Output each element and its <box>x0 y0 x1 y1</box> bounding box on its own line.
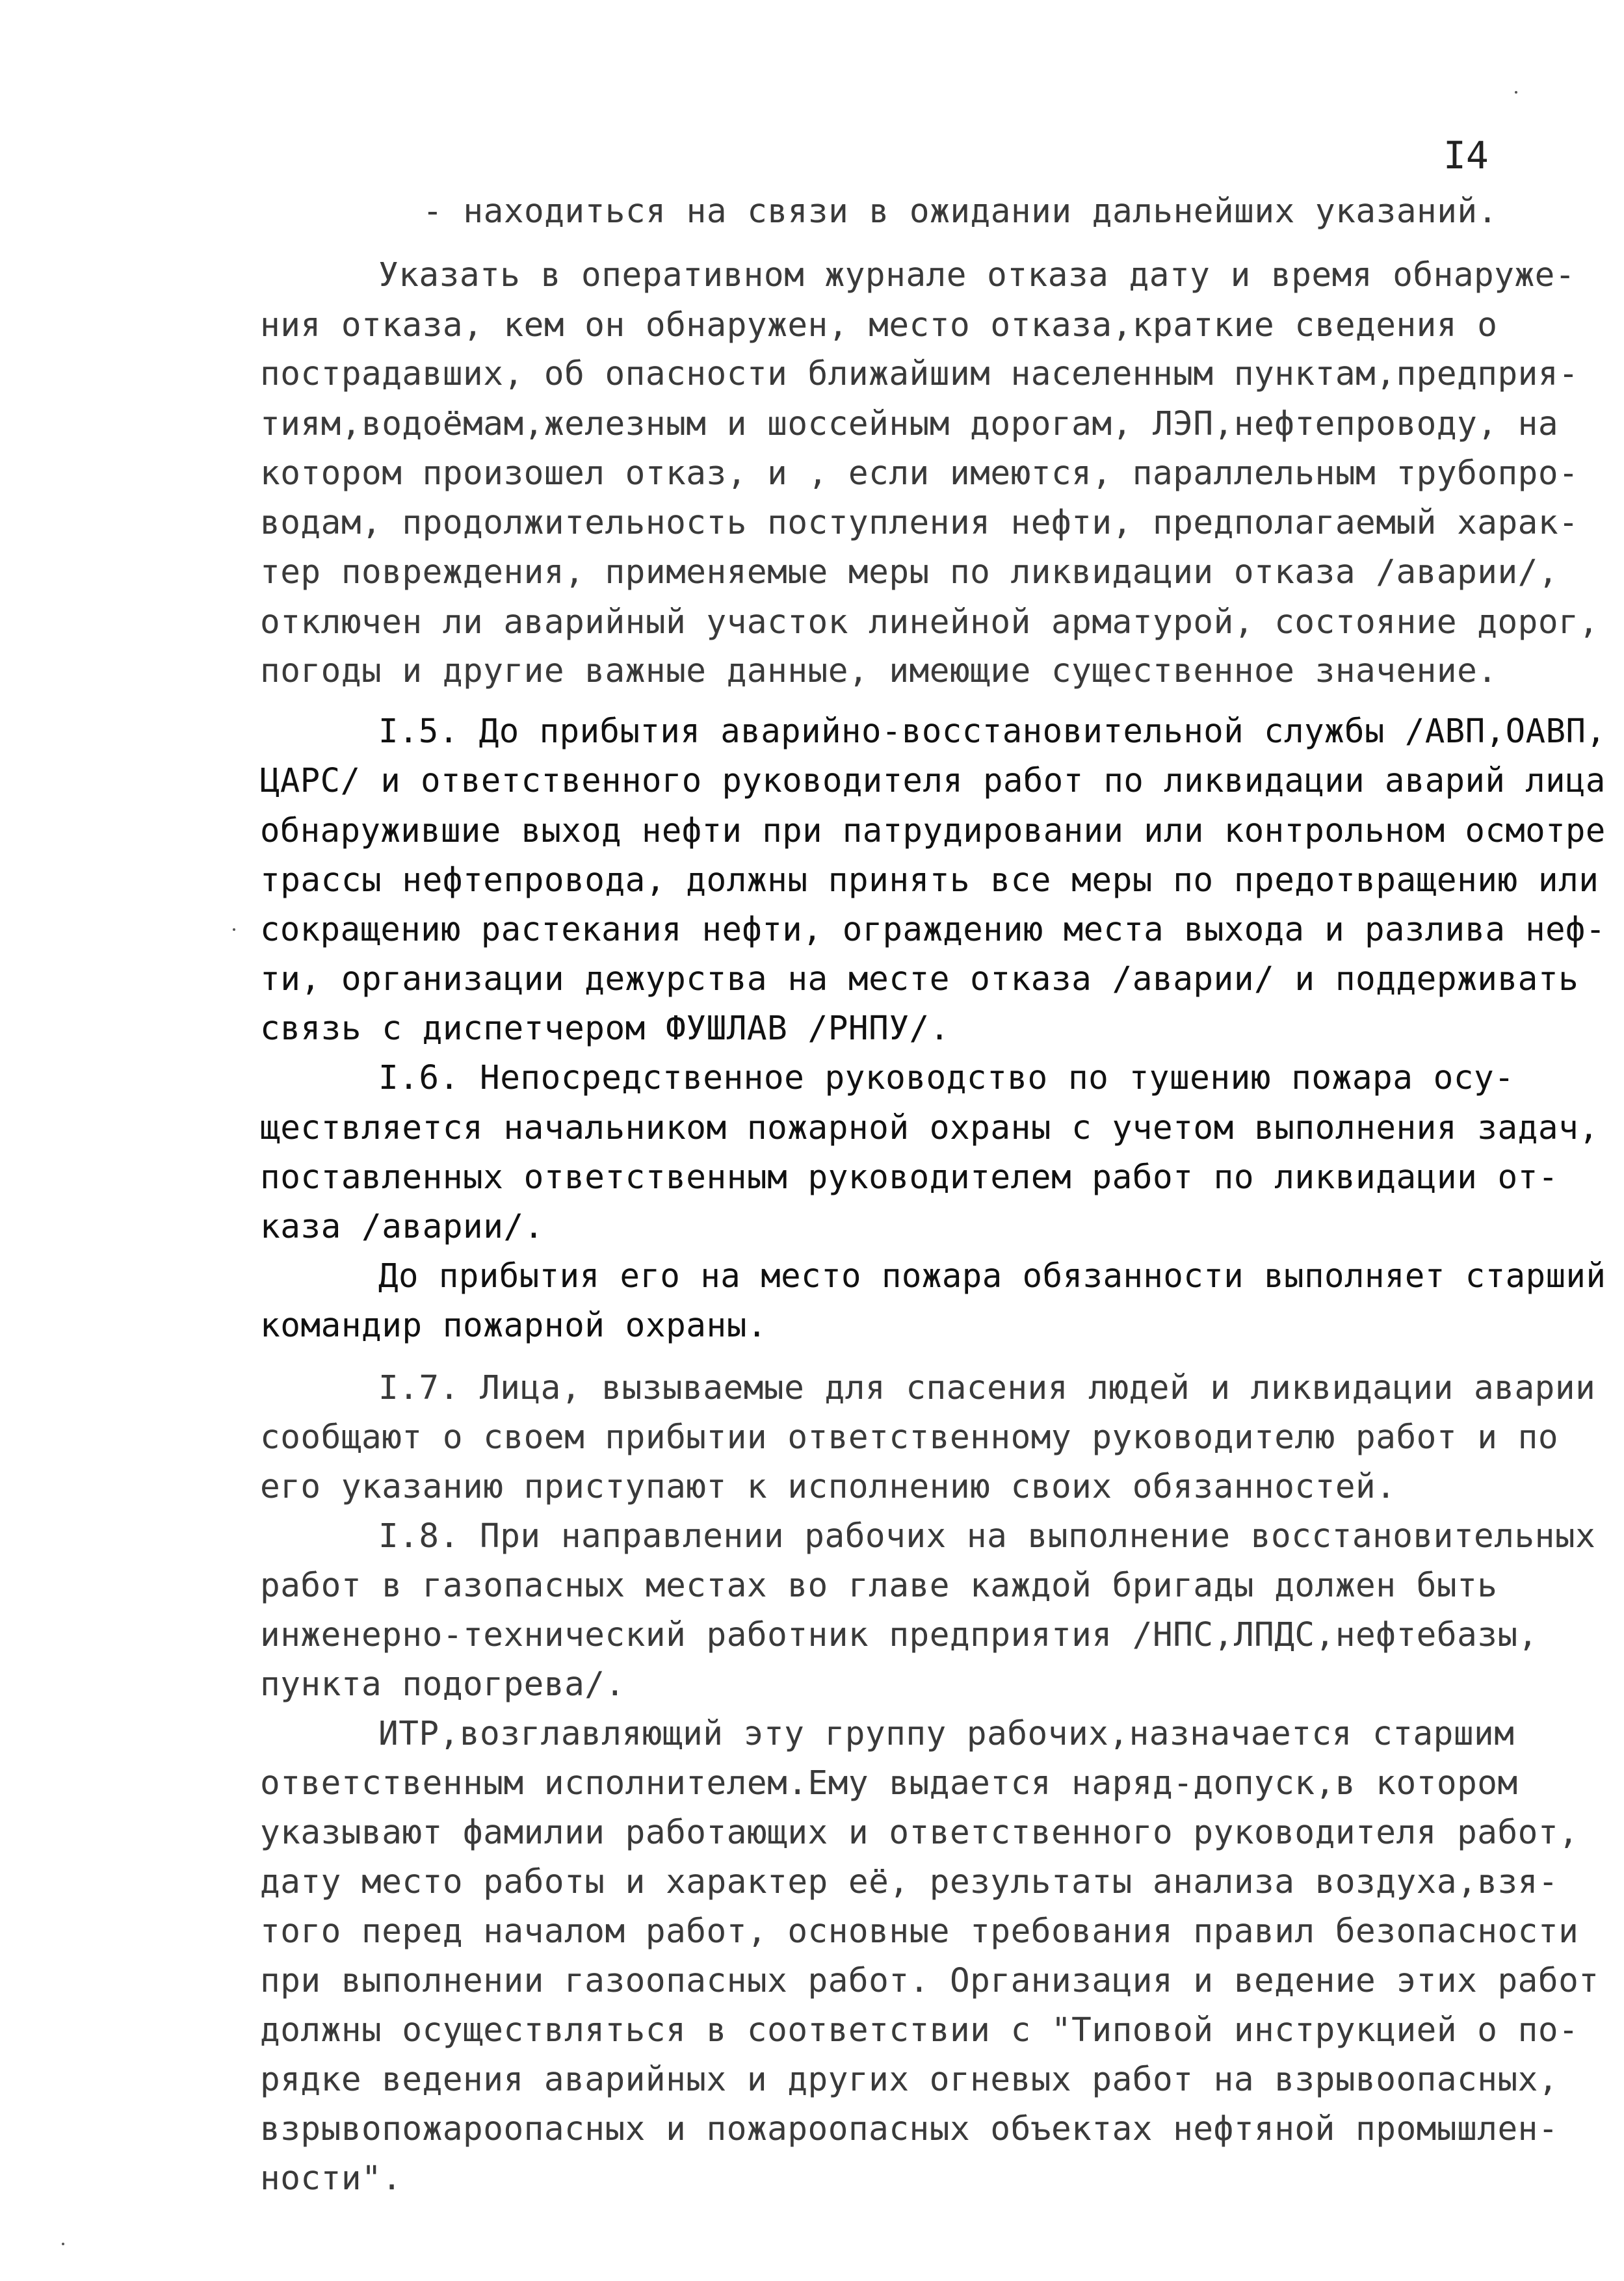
text-line: водам, продолжительность поступления нефти, предполагаемый харак- <box>260 504 1579 542</box>
text-line: каза /аварии/. <box>260 1208 544 1246</box>
text-line: инженерно-технический работник предприятия /НПС,ЛПДС,нефтебазы, <box>260 1616 1538 1654</box>
text-line: при выполнении газоопасных работ. Организация и ведение этих работ <box>260 1962 1599 2000</box>
text-line: рядке ведения аварийных и других огневых работ на взрывоопасных, <box>260 2061 1559 2099</box>
text-line: пострадавших, об опасности ближайшим населенным пунктам,предприя- <box>260 355 1579 393</box>
text-line: I.7. Лица, вызываемые для спасения людей и ликвидации аварии <box>378 1369 1596 1407</box>
text-line: До прибытия его на место пожара обязанности выполняет старший <box>378 1257 1606 1296</box>
text-line: Указать в оперативном журнале отказа дату и время обнаруже- <box>378 256 1576 294</box>
text-line: ИТР,возглавляющий эту группу рабочих,назначается старшим <box>378 1715 1515 1753</box>
text-line: погоды и другие важные данные, имеющие существенное значение. <box>260 652 1498 690</box>
text-line: командир пожарной охраны. <box>260 1307 768 1345</box>
text-line: поставленных ответственным руководителем работ по ликвидации от- <box>260 1158 1559 1197</box>
text-line: тиям,водоёмам,железным и шоссейным дорогам, ЛЭП,нефтепроводу, на <box>260 405 1559 443</box>
text-line: указывают фамилии работающих и ответственного руководителя работ, <box>260 1814 1579 1852</box>
text-line: I.5. До прибытия аварийно-восстановительной службы /АВП,ОАВП, <box>378 712 1606 751</box>
text-line: должны осуществляться в соответствии с "Типовой инструкцией о по- <box>260 2011 1579 2050</box>
text-line: ности". <box>260 2159 402 2198</box>
text-line: его указанию приступают к исполнению своих обязанностей. <box>260 1468 1396 1506</box>
text-line: I.8. При направлении рабочих на выполнение восстановительных <box>378 1517 1596 1556</box>
text-line: связь с диспетчером ФУШЛАВ /РНПУ/. <box>260 1010 950 1048</box>
text-line: ЦАРС/ и ответственного руководителя работ по ликвидации аварий лица <box>260 762 1606 800</box>
text-line: сообщают о своем прибытии ответственному руководителю работ и по <box>260 1418 1559 1457</box>
text-line: пункта подогрева/. <box>260 1665 625 1704</box>
text-line: трассы нефтепровода, должны принять все меры по предотвращению или <box>260 861 1599 900</box>
text-line: ществляется начальником пожарной охраны с учетом выполнения задач, <box>260 1109 1599 1147</box>
scan-speck <box>233 928 235 931</box>
text-line: ния отказа, кем он обнаружен, место отказа,краткие сведения о <box>260 306 1498 345</box>
scan-speck <box>62 2243 64 2245</box>
text-line: того перед началом работ, основные требования правил безопасности <box>260 1912 1579 1951</box>
text-line: I.6. Непосредственное руководство по тушению пожара осу- <box>378 1059 1515 1097</box>
text-line: дату место работы и характер её, результаты анализа воздуха,взя- <box>260 1863 1559 1901</box>
text-line: тер повреждения, применяемые меры по ликвидации отказа /аварии/, <box>260 553 1559 592</box>
text-line: - находиться на связи в ожидании дальнейших указаний. <box>423 192 1498 231</box>
text-line: ти, организации дежурства на месте отказа /аварии/ и поддерживать <box>260 960 1579 998</box>
scan-speck <box>1515 91 1517 94</box>
text-line: взрывопожароопасных и пожароопасных объектах нефтяной промышлен- <box>260 2110 1559 2148</box>
text-line: обнаружившие выход нефти при патрудировании или контрольном осмотре <box>260 812 1606 850</box>
text-line: работ в газопасных местах во главе каждой бригады должен быть <box>260 1567 1498 1605</box>
text-line: ответственным исполнителем.Ему выдается наряд-допуск,в котором <box>260 1764 1518 1803</box>
text-line: сокращению растекания нефти, ограждению места выхода и разлива неф- <box>260 911 1606 949</box>
text-line: котором произошел отказ, и , если имеются, параллельным трубопро- <box>260 454 1579 493</box>
text-line: отключен ли аварийный участок линейной арматурой, состояние дорог, <box>260 603 1599 642</box>
page-number: I4 <box>1443 133 1489 177</box>
